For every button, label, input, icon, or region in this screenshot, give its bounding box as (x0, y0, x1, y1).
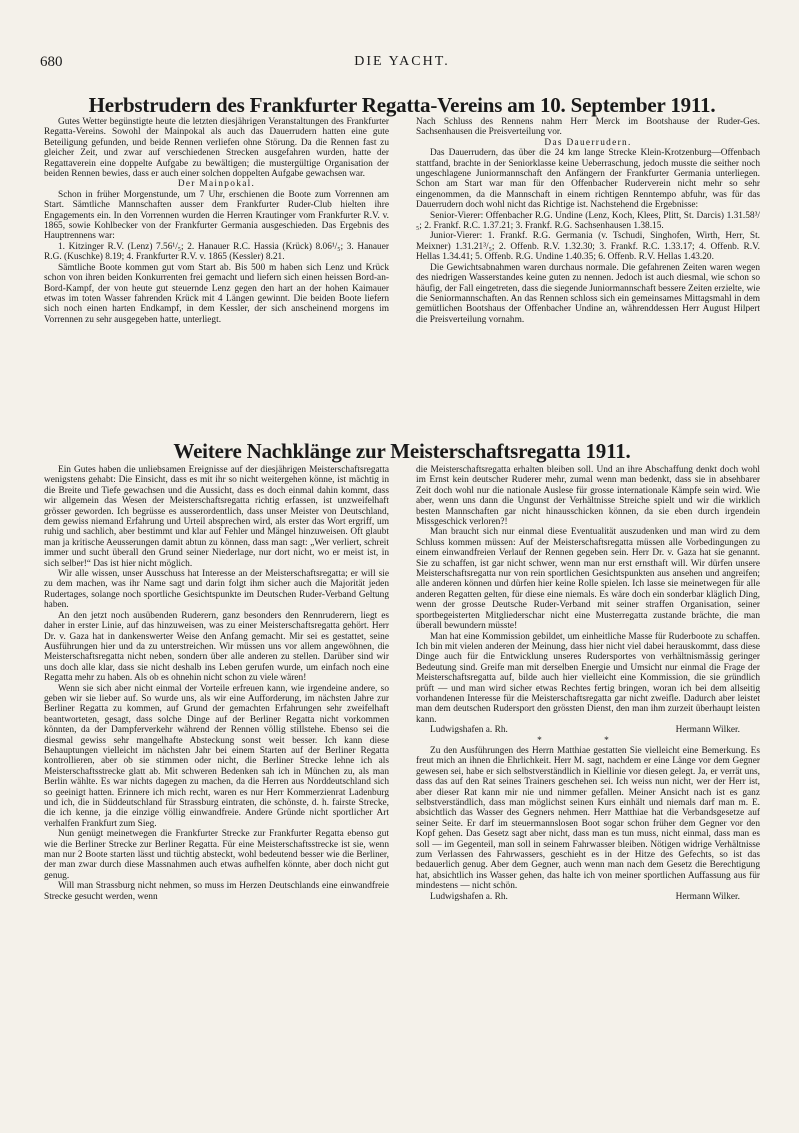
article2-left-column (44, 465, 389, 902)
paragraph: 1. Kitzinger R.V. (Lenz) 7.56¹/₅; 2. Hanauer R.C. Hassia (Krück) 8.06¹/₅; 3. Hanauer R.G. (Kuschke) 8.19; 4. Frankfurter R.V. v. 1865 (Kessler) 8.21. (44, 241, 389, 263)
article2-right-column (416, 465, 760, 902)
paragraph: Senior-Vierer: Offenbacher R.G. Undine (Lenz, Koch, Klees, Plitt, St. Darcis) 1.31.58³/₅; 2. Frankf. R.C. 1.37.21; 3. Frankf. R.G. Sachsenhausen 1.38.15. (416, 210, 760, 232)
signature-name: Hermann Wilker. (675, 891, 740, 902)
paragraph: Gutes Wetter begünstigte heute die letzten diesjährigen Veranstaltungen des Frankfurter Regatta-Vereins. Sowohl der Mainpokal als auch das Dauerrudern hatten eine gute Beteiligung gefunden, und beide Rennen verliefen ohne Störung. Da die Rennen fast zu gleicher Zeit, und zwar auf verschiedenen Strecken ausgefahren wurden, hatte der Regattaverein eine doppelte Aufgabe zu bewältigen; die mustergültige Organisation der beiden Rennen bewies, dass er auch einer solchen doppelten Aufgabe gewachsen war. (44, 117, 389, 180)
article1-right-column (416, 117, 760, 325)
paragraph: Junior-Vierer: 1. Frankf. R.G. Germania (v. Tschudi, Singhofen, Wirth, Herr, St. Meixner) 1.31.21³/₅; 2. Offenb. R.V. 1.32.30; 3. Frankf. R.C. 1.33.17; 4. Offenb. R.V. Hellas 1.34.41; 5. Offenb. R.G. Undine 1.40.35; 6. Offenb. R.V. Hellas 1.43.20. (416, 231, 760, 263)
paragraph: Die Gewichtsabnahmen waren durchaus normale. Die gefahrenen Zeiten waren wegen des niedrigen Wasserstandes keine guten zu nennen. Jedoch ist auch diesmal, wie schon so häufig, der Fall eingetreten, dass die siegende Juniormannschaft bessere Zeiten erzielte, wie die Seniormannschaften. An das Rennen schloss sich ein gemeinsames Mittagsmahl in dem gemütlichen Bootshaus der Offenbacher Undine an, währenddessen Herr August Hilpert die Preisverteilung vornahm. (416, 262, 760, 325)
running-title: DIE YACHT. (354, 54, 450, 69)
paragraph: Nach Schluss des Rennens nahm Herr Merck im Bootshause der Ruder-Ges. Sachsenhausen die Preisverteilung vor. (416, 117, 760, 138)
paragraph: Schon in früher Morgenstunde, um 7 Uhr, erschienen die Boote zum Vorrennen am Start. Sämtliche Mannschaften ausser dem Frankfurter Ruder-Club hielten ihre Engagements ein. In den Vorrennen wurden die Herren Krautinger vom Frankfurter R.V. v. 1865, sowie Kohlbecker von der Frankfurter Germania ausgeschieden. Das Ergebnis des Hauptrennens war: (44, 189, 389, 242)
paragraph: Man braucht sich nur einmal diese Eventualität auszudenken und man wird zu dem Schluss kommen müssen: Auf der Meisterschaftsregatta müssen alle Vorbedingungen zu einem einwandfreien Verlauf der Rennen gegeben sein. Herr Dr. v. Gaza hat sie genannt. Sie zu schaffen, ist gar nicht schwer, wenn man nur erst ernsthaft will. Wir dürfen unsere Meisterschaftsregatta nur von rein sportlichen Gesichtspunkten aus ansehen und angreifen; alle anderen können und dürfen hier keine Rolle spielen. Ich lasse sie meinetwegen für alle anderen Regatten gelten, für diese eine niemals. Es wäre doch ein sonderbar kläglich Ding, wenn der grosse Deutsche Ruder-Verband mit seiner straffen Organisation, seiner sportbegeisterten Mitgliederschar nicht eine Musterregatta zustande brächte, die man überall bewundern müsste! (416, 527, 760, 632)
paragraph: Nun genügt meinetwegen die Frankfurter Strecke zur Frankfurter Regatta ebenso gut wie die Berliner Strecke zur Berliner Regatta. Für eine Meisterschaftsstrecke ist sie, wenn man nur 2 Boote starten lässt und tüchtig absteckt, wohl bedeutend besser wie die Berliner, der man zwar durch diese Massnahmen auch etwas aufhelfen könnte, aber doch nicht gut genug. (44, 829, 389, 881)
paragraph: Der Mainpokal. (177, 179, 256, 190)
paragraph: Das Dauerrudern, das über die 24 km lange Strecke Klein-Krotzenburg—Offenbach stattfand, brachte in der Seniorklasse keine Ueberraschung, jedoch musste die seither noch ungeschlagene Juniormannschaft den Anfängern der Frankfurter Germania unterliegen. Schon am Start war man für den Offenbacher Ruderverein nicht mehr so sehr eingenommen, da die Mannschaft in einem richtigen Renntempo abfuhr, was für das Dauerrudern doch wohl nicht das Richtige ist. Nachstehend die Ergebnisse: (416, 148, 760, 211)
page-number: 680 (40, 54, 63, 70)
paragraph: Man hat eine Kommission gebildet, um einheitliche Masse für Ruderboote zu schaffen. Ich bin mit vielen anderen der Meinung, dass hier nicht viel dabei herauskommt, dass diese Dinge auch für die Entwicklung unseres Rudersportes von verhältnismässig geringer Bedeutung sind. Greife man mit derselben Energie und Umsicht nur einmal die Frage der Meisterschaftsregatta auf, bilde auch hier vielleicht eine Kommission, die sie gründlich prüft — und man wird sicher etwas Rechtes fertig bringen, woran ich bei dem allseitig vorhandenen Interesse für die Meisterschaftsregatta gar nicht zweifle. Dadurch aber leistet man dem deutschen Rudersport den grössten Dienst, den man ihm zurzeit überhaupt leisten kann. (416, 631, 760, 725)
article2-title: Weitere Nachklänge zur Meisterschaftsregatta 1911. (173, 439, 631, 463)
paragraph: * * (537, 735, 639, 746)
paragraph: die Meisterschaftsregatta erhalten bleiben soll. Und an ihre Abschaffung denkt doch wohl im Ernst kein deutscher Ruderer mehr, zumal wenn man bedenkt, dass sie in absehbarer Zeit doch wohl nur die nationale Auslese für grosse internationale Kämpfe sein wird. Wie aber, wenn uns dann die Ungunst der Verhältnisse Streiche spielt und wir die wirklich besten Mannschaften gar nicht hinausschicken können, da sie eben durch irgendein Missgeschick verloren?! (416, 465, 760, 528)
paragraph: Wenn sie sich aber nicht einmal der Vorteile erfreuen kann, wie irgendeine andere, so geben wir sie lieber auf. So wurde uns, als wir eine Aufforderung, im nächsten Jahre zur Berliner Regatta zu kommen, auf Grund der gemachten Erfahrungen sehr zweifelhaft beantworteten, gesagt, dass solche Dinge auf der Berliner Regatta nicht vorkommen könnten, da der Dampferverkehr während der Rennen völlig stillstehe. Ebenso sei die diesmal gewiss sehr mangelhafte Absteckung sonst weit besser. Ich kann diese Behauptungen vielleicht im nächsten Jahr bei einem Starten auf der Berliner Regatta kontrollieren, aber ob sie stimmen oder nicht, die Berliner Strecke lehne ich als Meisterschaftsstrecke glatt ab. Mit schweren Bedenken sah ich in München zu, als man Berlin wählte. Es war nichts dagegen zu machen, da die Herren aus Norddeutschland sich so geeinigt hatten. Erinnere ich mich recht, waren es nur Herr Kommerzienrat Ladenburg und ich, die in Süddeutschland für Strassburg eintraten, die schönste, d. h. fairste Strecke, die ich kenne, ja die einzige völlig einwandfreie. Andere Gründe nicht sportlicher Art verhalfen Frankfurt zum Sieg. (44, 683, 389, 829)
signature-line (416, 725, 760, 735)
paragraph: An den jetzt noch ausübenden Ruderern, ganz besonders den Rennruderern, liegt es daher in erster Linie, auf das hinzuweisen, was zu einer Meisterschaftsregatta gehört. Herr Dr. v. Gaza hat in dankenswerter Weise den Anfang gemacht. Mir sei es gestattet, seine Ausführungen hier und da zu unterstreichen. Wir müssen uns vor allem angewöhnen, die Meisterschaftsregatta nicht neben, sondern über alle anderen zu stellen. Darüber sind wir uns doch alle klar, dass sie nicht deshalb ins Leben gerufen wurde, um einfach noch eine Regatta mehr zu haben. Als ob es ohnehin nicht schon zu viele wären! (44, 610, 389, 684)
paragraph: Wir alle wissen, unser Ausschuss hat Interesse an der Meisterschaftsregatta; er will sie zu dem machen, was ihr Name sagt und darin folgt ihm sicher auch die Majorität jeden Rudertages, solange noch sportliche Gesichtspunkte im Deutschen Ruder-Verband Geltung haben. (44, 569, 389, 611)
paragraph: Das Dauerrudern. (544, 137, 632, 148)
page (40, 0, 760, 1133)
paragraph: Zu den Ausführungen des Herrn Matthiae gestatten Sie vielleicht eine Bemerkung. Es freut mich an ihnen die Ehrlichkeit. Herr M. sagt, nachdem er eine Länge vor dem Gegner gewesen sei, habe er sich selbstverständlich in Kiellinie vor diesen gelegt. Ja, er verrät uns, dass das auf den Rat seines Trainers geschehen sei. Ich weiss nun nicht, wer der Herr ist, aber dieser Rat kann mir nie und nimmer gefallen. Meiner Ansicht nach ist es ganz selbstverständlich, dass man möglichst seinen Kurs einhält und niemals darf man m. E. absichtlich das Wasser des Gegners nehmen. Herr Matthiae hat die Verbandsgesetze auf seiner Seite. Er darf im steuermannslosen Boot sogar schon früher dem Gegner vor den Kopf gehen. Das Gesetz sagt aber nicht, dass man es tun muss, nicht einmal, dass man es soll — im Gegenteil, man soll in seinem Fahrwasser bleiben. Nötigen widrige Verhältnisse zum Verlassen des Fahrwassers, geschieht es in der Hitze des Gefechts, so ist das bedauerlich genug. Aber dem Gegner, auch wenn man nach dem Gesetz die Berechtigung hat, absichtlich ins Wasser gehen, das halte ich von meiner sportlichen Auffassung aus für mindestens — nicht schön. (416, 745, 760, 892)
page-header (40, 54, 760, 74)
paragraph: Will man Strassburg nicht nehmen, so muss im Herzen Deutschlands eine einwandfreie Strecke gesucht werden, wenn (44, 881, 389, 902)
paragraph: Ein Gutes haben die unliebsamen Ereignisse auf der diesjährigen Meisterschaftsregatta wenigstens gehabt: Die Einsicht, dass es mit ihr so nicht weitergehen könne, ist mächtig in die Breite und Tiefe gewachsen und die Aussicht, dass es doch einmal dahin kommt, dass wir allgemein das Wesen der Meisterschaftsregatta richtig erfassen, ist unzweifelhaft grösser geworden. Ich begrüsse es ausserordentlich, dass unser Meister von Deutschland, dem gewiss niemand Erfahrung und Urteil absprechen wird, als erster das Wort ergriff, um ruhig und sachlich, aber bestimmt und klar auf Fehler und Mängel hinzuweisen. Oft glaubt man ja kritische Aeusserungen damit abtun zu können, dass man sagt: „Wer verliert, schreit immer und sucht überall den Grund seiner Niederlage, nur dort nicht, wo er meist ist, in sich selber!“ Das ist hier nicht möglich. (44, 465, 389, 569)
article1-title: Herbstrudern des Frankfurter Regatta-Vereins am 10. September 1911. (88, 93, 716, 117)
paragraph: Sämtliche Boote kommen gut vom Start ab. Bis 500 m haben sich Lenz und Krück schon von ihren beiden Konkurrenten frei gemacht und liefern sich einen heissen Bord-an-Bord-Kampf, der von heute gut steuernde Lenz gegen den hart an der hohen Kaimauer etwas im toten Wasser fahrenden Krück mit 4 Längen gewinnt. Die beiden Boote liefern sich noch einen harten Endkampf, in dem Kessler, der sich anscheinend morgens im Vorrennen zu sehr ausgegeben hatte, unterliegt. (44, 262, 389, 325)
signature-place: Ludwigshafen a. Rh. (430, 725, 508, 736)
signature-name: Hermann Wilker. (675, 725, 740, 736)
signature-line (416, 892, 760, 902)
article1-left-column (44, 117, 389, 325)
signature-place: Ludwigshafen a. Rh. (430, 891, 508, 902)
